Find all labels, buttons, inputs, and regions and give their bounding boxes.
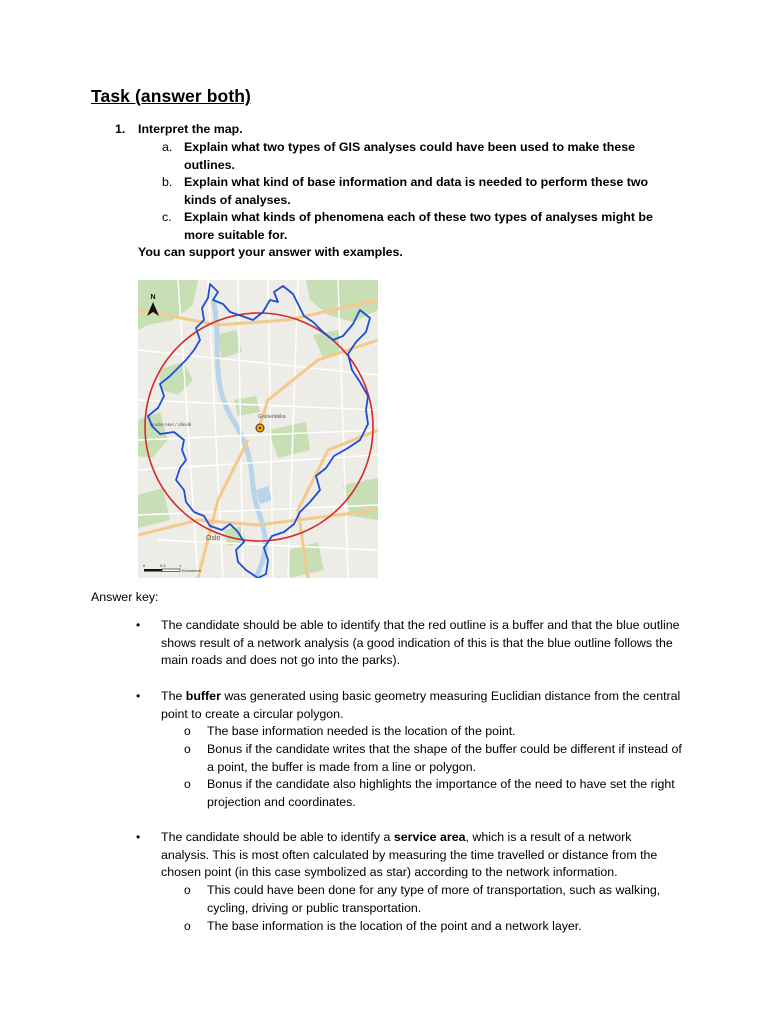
task-item-c: Explain what kinds of phenomena each of these two types of analyses might be more suitable for.	[184, 210, 653, 242]
answer-sub-3-2: The base information is the location of the point and a network layer.	[207, 919, 582, 933]
sub-bullet-symbol: o	[184, 742, 191, 756]
north-label: N	[150, 294, 156, 301]
sub-bullet-symbol: o	[184, 919, 191, 933]
scale-label-1: 1	[179, 563, 182, 568]
map-point-label: Grünerløkka	[258, 414, 286, 420]
p3-suffix: , which is a result of a network analysis. This is most often calculated by measuring the time travelled or distance from the chosen point (in this case symbolized as star) according to the network information.	[161, 830, 658, 879]
task-support-note: You can support your answer with examples.	[138, 245, 403, 259]
sub-bullet-symbol: o	[184, 724, 191, 738]
map-left-label: Nordre Aker / Ullevål	[150, 422, 192, 427]
map-figure	[138, 280, 378, 578]
answer-sub-2-2: Bonus if the candidate writes that the shape of the buffer could be different if instead of a point, the buffer is made from a line or polygon.	[207, 742, 682, 774]
sub-bullet-symbol: o	[184, 777, 191, 791]
scale-label-0: 0	[143, 563, 146, 568]
term-buffer: buffer	[185, 689, 221, 703]
p3-prefix: The candidate should be able to identify a	[161, 830, 394, 844]
task-item-a: Explain what two types of GIS analyses could have been used to make these outlines.	[184, 140, 636, 172]
task-heading: Interpret the map.	[138, 122, 243, 136]
p2-prefix: The	[161, 689, 186, 703]
answer-sub-2-3: Bonus if the candidate also highlights the importance of the need to have set the right projection and coordinates.	[207, 777, 675, 809]
page-title: Task (answer both)	[91, 86, 251, 106]
task-item-letter-a: a.	[162, 140, 173, 154]
map-svg	[138, 280, 378, 578]
bullet-symbol: •	[136, 830, 141, 844]
bullet-symbol: •	[136, 689, 141, 703]
bullet-symbol: •	[136, 618, 141, 632]
task-number: 1.	[115, 122, 126, 136]
answer-paragraph-2	[161, 688, 681, 723]
term-service-area: service area	[393, 830, 466, 844]
p2-suffix: was generated using basic geometry measuring Euclidian distance from the central point to create a circular polygon.	[161, 689, 681, 721]
center-point-dot	[259, 427, 262, 430]
answer-sub-3-1: This could have been done for any type of more of transportation, such as walking, cycling, driving or public transportation.	[207, 883, 661, 915]
scale-bar	[144, 569, 180, 572]
task-item-letter-b: b.	[162, 175, 173, 189]
task-item-b: Explain what kind of base information and data is needed to perform these two kinds of analyses.	[184, 175, 649, 207]
scale-unit-label: Kilometers	[182, 568, 201, 573]
sub-bullet-symbol: o	[184, 883, 191, 897]
answer-paragraph-1: The candidate should be able to identify that the red outline is a buffer and that the blue outline shows result of a network analysis (a good indication of this is that the blue outline follows the main roads and does not go into the parks).	[161, 618, 680, 667]
answer-key-heading: Answer key:	[91, 590, 159, 604]
task-item-letter-c: c.	[162, 210, 172, 224]
answer-paragraph-3	[161, 829, 681, 882]
scale-label-half: 0.5	[160, 563, 166, 568]
answer-sub-2-1: The base information needed is the location of the point.	[207, 724, 516, 738]
map-city-label: Oslo	[206, 535, 221, 542]
